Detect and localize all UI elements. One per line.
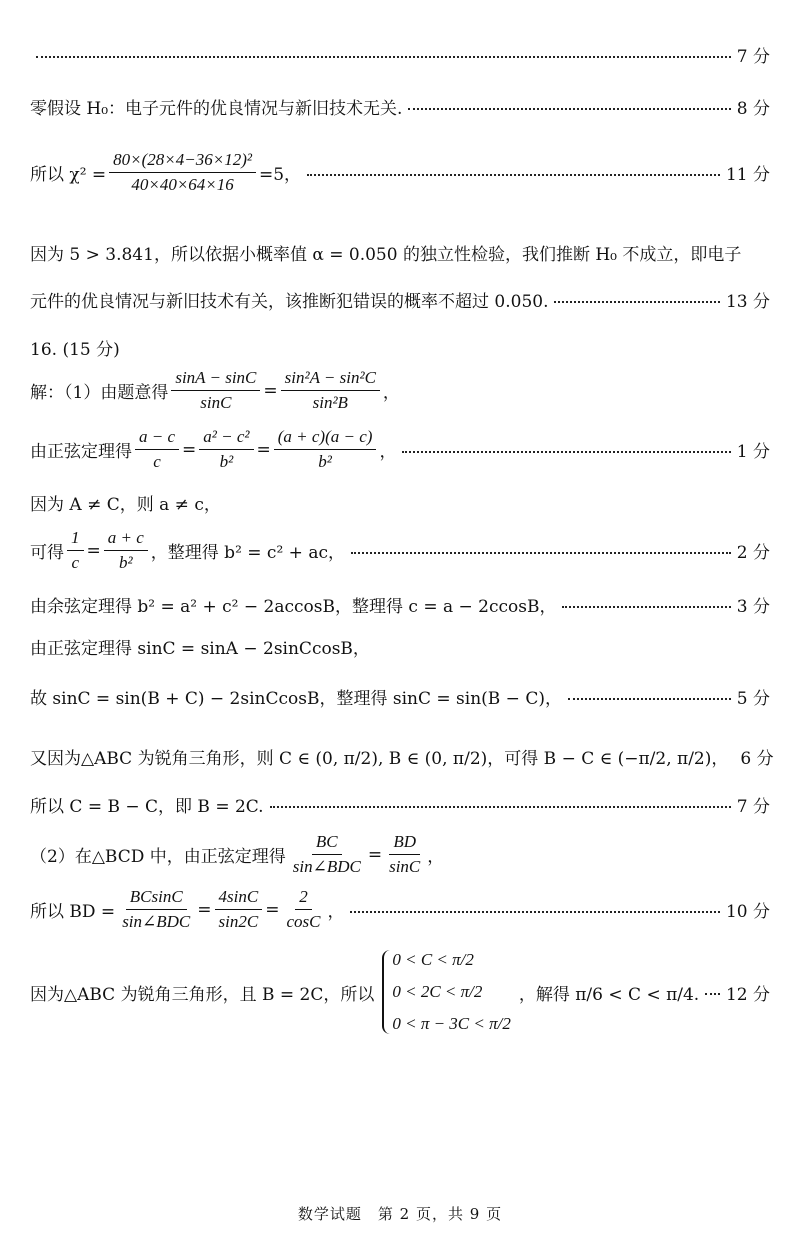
line-text: 零假设 H₀：电子元件的优良情况与新旧技术无关. <box>30 99 403 119</box>
dotted-leader <box>402 451 730 453</box>
line-text: 由正弦定理得 sinC = sinA − 2sinCcosB， <box>30 639 370 659</box>
fraction-3 <box>274 427 377 472</box>
fraction-numerator: BD <box>389 832 420 855</box>
fraction-numerator: 4sinC <box>215 887 263 910</box>
line-text: 故 sinC = sin(B + C) − 2sinCcosB，整理得 sinC = sin(B − C)， <box>30 689 562 709</box>
dotted-leader <box>408 108 730 110</box>
score-label: 7 分 <box>736 797 770 817</box>
score-label: 12 分 <box>725 984 770 1005</box>
score-label: 5 分 <box>736 689 770 709</box>
line-null-hypothesis <box>30 94 770 119</box>
math-suffix: =5， <box>258 165 302 185</box>
fraction-denominator: sin2C <box>218 912 259 931</box>
math-suffix: ， <box>427 847 445 867</box>
math-suffix: ，整理得 b² = c² + ac， <box>150 543 345 563</box>
line-part2-start <box>30 832 770 877</box>
math-prefix: 由正弦定理得 <box>30 442 132 462</box>
equals-sign: = <box>256 439 271 460</box>
fraction-numerator: 80×(28×4−36×12)² <box>109 150 256 173</box>
fraction-1 <box>67 528 84 573</box>
score-label: 8 分 <box>736 99 770 119</box>
fraction-numerator: BC <box>312 832 342 855</box>
fraction-2 <box>104 528 148 573</box>
condition-2: 0 < 2C < π/2 <box>392 982 483 1001</box>
math-suffix: ， <box>379 442 397 462</box>
dotted-leader <box>568 698 731 700</box>
score-label: 13 分 <box>725 292 770 312</box>
fraction-2 <box>199 427 253 472</box>
line-text: 因为 A ≠ C，则 a ≠ c， <box>30 495 221 515</box>
math-prefix: 因为△ABC 为锐角三角形，且 B = 2C，所以 <box>30 984 375 1005</box>
line-text: 16. (15 分) <box>30 340 120 360</box>
fraction-denominator: sin∠BDC <box>122 912 191 931</box>
fraction-denominator: sin²B <box>312 393 348 412</box>
dotted-leader <box>270 806 731 808</box>
line-sine-relation <box>30 634 770 659</box>
equals-sign: = <box>86 540 101 561</box>
math-suffix: ， <box>327 902 345 922</box>
line-cosine-law <box>30 592 770 617</box>
equals-sign: = <box>367 844 383 865</box>
score-label: 6 分 <box>740 749 774 769</box>
score-label: 11 分 <box>725 165 770 185</box>
fraction-numerator: 1 <box>67 528 84 551</box>
fraction-numerator: sinA − sinC <box>171 368 260 391</box>
fraction-numerator: sin²A − sin²C <box>281 368 380 391</box>
fraction-1 <box>135 427 179 472</box>
score-label: 3 分 <box>736 597 770 617</box>
fraction-2 <box>281 368 380 413</box>
equals-sign: = <box>182 439 197 460</box>
dotted-leader <box>307 174 720 176</box>
line-b-equals-2c <box>30 792 770 817</box>
equals-sign: = <box>197 899 212 920</box>
equals-sign: = <box>263 380 278 401</box>
line-a-not-c <box>30 490 770 515</box>
fraction-2 <box>385 832 424 877</box>
math-prefix: （2）在△BCD 中，由正弦定理得 <box>30 847 286 867</box>
line-derive-b2 <box>30 528 770 573</box>
line-text: 所以 C = B − C，即 B = 2C. <box>30 797 264 817</box>
fraction-denominator: c <box>153 452 161 471</box>
fraction-numerator: 2 <box>295 887 312 910</box>
dotted-leader <box>554 301 719 303</box>
math-prefix: 所以 BD = <box>30 902 116 922</box>
fraction-3 <box>282 887 324 932</box>
line-text: 元件的优良情况与新旧技术有关，该推断犯错误的概率不超过 0.050. <box>30 292 549 312</box>
score-label: 1 分 <box>736 442 770 462</box>
line-text: 又因为△ABC 为锐角三角形，则 C ∈ (0, π/2), B ∈ (0, π/2)，可得 B − C ∈ (−π/2, π/2)， <box>30 749 729 769</box>
line-chi-square <box>30 150 770 195</box>
math-prefix: 可得 <box>30 543 64 563</box>
line-inequality-system <box>30 950 770 1034</box>
dotted-leader <box>36 56 731 58</box>
fraction-2 <box>215 887 263 932</box>
fraction-denominator: c <box>71 553 80 572</box>
line-text: 因为 5 > 3.841，所以依据小概率值 α = 0.050 的独立性检验，我们推断 H₀ 不成立，即电子 <box>30 245 742 265</box>
math-prefix: 所以 χ² = <box>30 165 107 185</box>
line-sin-identity <box>30 684 770 709</box>
line-bd-expression <box>30 887 770 932</box>
fraction-1 <box>118 887 194 932</box>
fraction-1 <box>289 832 365 877</box>
fraction-numerator: a − c <box>135 427 179 450</box>
dotted-leader <box>350 911 719 913</box>
fraction-denominator: sinC <box>200 393 232 412</box>
page-footer: 数学试题 第 2 页，共 9 页 <box>297 1205 503 1223</box>
condition-1: 0 < C < π/2 <box>392 950 474 969</box>
score-label: 10 分 <box>725 902 770 922</box>
line-conclusion-b <box>30 287 770 312</box>
line-part1-start <box>30 368 770 413</box>
equals-sign: = <box>265 899 280 920</box>
fraction-numerator: BCsinC <box>126 887 187 910</box>
math-prefix: 解：（1）由题意得 <box>30 383 169 403</box>
line-conclusion-a <box>30 240 770 265</box>
line-acute-triangle <box>30 744 774 769</box>
fraction-numerator: (a + c)(a − c) <box>274 427 377 450</box>
question-16-heading <box>30 335 770 360</box>
fraction-1 <box>171 368 260 413</box>
fraction-denominator: b² <box>118 553 133 572</box>
score-label: 2 分 <box>736 543 770 563</box>
fraction-denominator: 40×40×64×16 <box>131 175 234 194</box>
math-suffix: ， <box>382 383 400 403</box>
fraction-denominator: cosC <box>286 912 321 931</box>
dotted-leader <box>705 993 720 995</box>
line-score-7a <box>30 42 770 67</box>
fraction-denominator: sin∠BDC <box>292 857 361 876</box>
condition-3: 0 < π − 3C < π/2 <box>392 1014 511 1033</box>
fraction-denominator: b² <box>219 452 234 471</box>
line-text: 由余弦定理得 b² = a² + c² − 2accosB，整理得 c = a − 2ccosB， <box>30 597 557 617</box>
score-label: 7 分 <box>736 47 770 67</box>
dotted-leader <box>351 552 731 554</box>
dotted-leader <box>562 606 730 608</box>
inequality-system-brace <box>382 950 511 1034</box>
chi-square-fraction <box>109 150 256 195</box>
line-sine-law <box>30 427 770 472</box>
fraction-denominator: b² <box>318 452 332 471</box>
math-suffix: ，解得 π/6 < C < π/4. <box>518 984 700 1005</box>
fraction-numerator: a² − c² <box>199 427 253 450</box>
fraction-denominator: sinC <box>389 857 421 876</box>
fraction-numerator: a + c <box>104 528 148 551</box>
